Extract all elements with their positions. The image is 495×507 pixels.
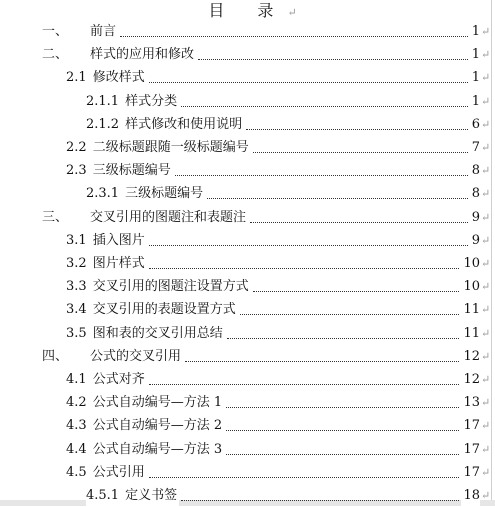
paragraph-mark-icon: ↵ bbox=[481, 233, 491, 247]
toc-dot-leader bbox=[175, 175, 468, 176]
toc-entry[interactable] bbox=[0, 230, 495, 252]
toc-dot-leader bbox=[149, 384, 460, 385]
toc-entry-title: 交叉引用的表题设置方式 bbox=[92, 302, 236, 318]
toc-entry[interactable] bbox=[0, 299, 495, 321]
toc-entry-page: 1 bbox=[470, 67, 480, 89]
toc-entry-label bbox=[66, 67, 147, 89]
toc-entry-title: 公式自动编号—方法 2 bbox=[92, 418, 223, 434]
toc-entry[interactable] bbox=[0, 21, 495, 43]
toc-entry-number: 4.1 bbox=[66, 372, 87, 387]
paragraph-mark-icon: ↵ bbox=[481, 280, 491, 294]
toc-entry[interactable] bbox=[0, 392, 495, 414]
paragraph-mark-icon: ↵ bbox=[481, 210, 491, 224]
toc-title bbox=[0, 1, 495, 23]
toc-entry-page: 8 bbox=[470, 183, 480, 205]
toc-entry-number: 2.1.2 bbox=[86, 116, 120, 132]
toc-entry-label bbox=[42, 207, 248, 229]
toc-entry[interactable] bbox=[0, 276, 495, 298]
toc-entry-page: 6 bbox=[470, 114, 480, 136]
toc-entry-label bbox=[66, 439, 224, 461]
toc-entry-number: 3.1 bbox=[66, 232, 87, 248]
toc-entry-label bbox=[66, 299, 238, 321]
paragraph-mark-icon: ↵ bbox=[481, 117, 491, 131]
toc-dot-leader bbox=[185, 361, 459, 362]
toc-dot-leader bbox=[250, 222, 468, 223]
toc-entry[interactable] bbox=[0, 485, 495, 507]
toc-entry-title: 样式分类 bbox=[125, 93, 178, 109]
toc-entry[interactable] bbox=[0, 91, 495, 113]
toc-entry-title: 公式对齐 bbox=[92, 372, 145, 387]
toc-entry-title: 公式的交叉引用 bbox=[90, 348, 182, 364]
toc-entry-title: 样式的应用和修改 bbox=[90, 47, 195, 63]
toc-entry-label bbox=[66, 392, 224, 414]
toc-entry-title: 交叉引用的图题注设置方式 bbox=[92, 279, 249, 295]
toc-entry-number: 2.1.1 bbox=[86, 93, 120, 109]
paragraph-mark-icon: ↵ bbox=[481, 349, 491, 363]
toc-entry-label bbox=[66, 276, 251, 298]
toc-entry-title: 二级标题跟随一级标题编号 bbox=[92, 140, 249, 155]
toc-entry-number: 4.5 bbox=[66, 464, 87, 480]
toc-dot-leader bbox=[207, 198, 468, 199]
toc-entry-label bbox=[42, 44, 196, 66]
toc-entry-title: 样式修改和使用说明 bbox=[125, 116, 243, 132]
toc-entry-page: 18 bbox=[461, 485, 480, 507]
toc-dot-leader bbox=[227, 338, 460, 339]
toc-entry-title: 前言 bbox=[90, 24, 117, 39]
toc-entry-number: 4.2 bbox=[66, 395, 87, 411]
toc-entry-number: 2.1 bbox=[66, 70, 87, 86]
toc-dot-leader bbox=[181, 106, 468, 107]
toc-entry-label bbox=[42, 346, 183, 368]
toc-entry[interactable] bbox=[0, 323, 495, 345]
toc-entry-number: 3.5 bbox=[66, 325, 87, 341]
paragraph-mark-icon: ↵ bbox=[481, 419, 491, 433]
toc-entry[interactable] bbox=[0, 183, 495, 205]
toc-entry[interactable] bbox=[0, 160, 495, 182]
toc-entry-label bbox=[66, 230, 147, 252]
toc-dot-leader bbox=[226, 454, 459, 455]
toc-dot-leader bbox=[149, 268, 460, 269]
toc-title-text: 目 录 bbox=[208, 1, 288, 20]
toc-dot-leader bbox=[149, 477, 460, 478]
paragraph-mark-icon: ↵ bbox=[287, 6, 297, 19]
toc-entry-number: 三、 bbox=[42, 209, 69, 225]
toc-entry-number: 4.5.1 bbox=[86, 488, 120, 503]
toc-entry-number: 2.3.1 bbox=[86, 186, 120, 202]
toc-entry-number: 一、 bbox=[42, 24, 69, 39]
toc-entry-number: 二、 bbox=[42, 47, 69, 63]
toc-entry-page: 17 bbox=[461, 439, 480, 461]
toc-dot-leader bbox=[226, 407, 459, 408]
toc-dot-leader bbox=[246, 129, 468, 130]
toc-entry-page: 10 bbox=[461, 276, 480, 298]
toc-entry-title: 三级标题编号 bbox=[92, 163, 171, 179]
toc-dot-leader bbox=[149, 82, 468, 83]
toc-entry-title: 公式引用 bbox=[92, 464, 145, 480]
toc-entry[interactable] bbox=[0, 369, 495, 391]
paragraph-mark-icon: ↵ bbox=[481, 164, 491, 178]
paragraph-mark-icon: ↵ bbox=[481, 187, 491, 201]
toc-entry-title: 修改样式 bbox=[92, 70, 145, 86]
toc-entry-title: 交叉引用的图题注和表题注 bbox=[90, 209, 247, 225]
toc-entry-number: 4.4 bbox=[66, 441, 87, 457]
toc-entry-page: 1 bbox=[470, 91, 480, 113]
toc-entry-number: 3.3 bbox=[66, 279, 87, 295]
toc-dot-leader bbox=[149, 245, 468, 246]
toc-dot-leader bbox=[226, 430, 459, 431]
toc-entry-number: 4.3 bbox=[66, 418, 87, 434]
toc-entry-label bbox=[66, 369, 147, 391]
toc-entry-number: 四、 bbox=[42, 348, 69, 364]
toc-dot-leader bbox=[120, 36, 468, 37]
toc-entry-page: 13 bbox=[461, 392, 480, 414]
toc-entry[interactable] bbox=[0, 462, 495, 484]
toc-entry-label bbox=[66, 415, 224, 437]
toc-entry-title: 图和表的交叉引用总结 bbox=[92, 325, 223, 341]
toc-entry-page: 9 bbox=[470, 230, 480, 252]
paragraph-mark-icon: ↵ bbox=[481, 326, 491, 340]
toc-entry-page: 1 bbox=[470, 21, 480, 43]
toc-entry[interactable] bbox=[0, 67, 495, 89]
toc-entry-title: 公式自动编号—方法 3 bbox=[92, 441, 223, 457]
toc-entry-page: 12 bbox=[461, 369, 480, 391]
toc-entry-title: 定义书签 bbox=[125, 488, 178, 503]
toc-entry-label bbox=[66, 323, 225, 345]
toc-entry[interactable] bbox=[0, 439, 495, 461]
paragraph-mark-icon: ↵ bbox=[481, 48, 491, 62]
toc-entry-page: 1 bbox=[470, 44, 480, 66]
toc-entry[interactable] bbox=[0, 253, 495, 275]
paragraph-mark-icon: ↵ bbox=[481, 25, 491, 38]
paragraph-mark-icon: ↵ bbox=[481, 396, 491, 410]
toc-entry-number: 3.2 bbox=[66, 256, 87, 271]
toc-entry-label bbox=[86, 91, 179, 113]
toc-entry-page: 8 bbox=[470, 160, 480, 182]
toc-entry-label bbox=[66, 462, 147, 484]
paragraph-mark-icon: ↵ bbox=[481, 141, 491, 154]
toc-entry-page: 11 bbox=[461, 323, 480, 345]
toc-entry-label bbox=[66, 160, 173, 182]
toc-entry-label bbox=[42, 21, 118, 43]
toc-entry-title: 三级标题编号 bbox=[125, 186, 204, 202]
toc-entry[interactable] bbox=[0, 137, 495, 159]
toc-dot-leader bbox=[181, 500, 459, 501]
toc-entry-number: 2.3 bbox=[66, 163, 87, 179]
toc-dot-leader bbox=[240, 314, 460, 315]
paragraph-mark-icon: ↵ bbox=[481, 442, 491, 456]
toc-entry[interactable] bbox=[0, 207, 495, 229]
paragraph-mark-icon: ↵ bbox=[481, 465, 491, 479]
toc-entry-page: 9 bbox=[470, 207, 480, 229]
toc-dot-leader bbox=[253, 152, 468, 153]
toc-entry-label bbox=[86, 485, 179, 507]
toc-entry-title: 公式自动编号—方法 1 bbox=[92, 395, 223, 411]
toc-entry-number: 3.4 bbox=[66, 302, 87, 318]
toc-entry-page: 7 bbox=[470, 137, 480, 159]
toc-entry-page: 10 bbox=[461, 253, 480, 275]
paragraph-mark-icon: ↵ bbox=[481, 303, 491, 317]
toc-entry-page: 12 bbox=[461, 346, 480, 368]
paragraph-mark-icon: ↵ bbox=[481, 489, 491, 502]
toc-entry-number: 2.2 bbox=[66, 140, 87, 155]
toc-dot-leader bbox=[253, 291, 460, 292]
toc-entry-label bbox=[86, 114, 244, 136]
toc-entry-page: 11 bbox=[461, 299, 480, 321]
toc-entry[interactable] bbox=[0, 415, 495, 437]
toc-dot-leader bbox=[198, 59, 468, 60]
toc-entry-label bbox=[66, 253, 147, 275]
toc-entry[interactable] bbox=[0, 346, 495, 368]
paragraph-mark-icon: ↵ bbox=[481, 71, 491, 85]
toc-entry-page: 17 bbox=[461, 415, 480, 437]
toc-entry-title: 图片样式 bbox=[92, 256, 145, 271]
toc-entry[interactable] bbox=[0, 114, 495, 136]
toc-entry-label bbox=[66, 137, 251, 159]
paragraph-mark-icon: ↵ bbox=[481, 94, 491, 108]
toc-entry-page: 17 bbox=[461, 462, 480, 484]
toc-entry[interactable] bbox=[0, 44, 495, 66]
paragraph-mark-icon: ↵ bbox=[481, 257, 491, 270]
toc-entry-label bbox=[86, 183, 205, 205]
paragraph-mark-icon: ↵ bbox=[481, 373, 491, 386]
toc-entry-title: 插入图片 bbox=[92, 232, 145, 248]
